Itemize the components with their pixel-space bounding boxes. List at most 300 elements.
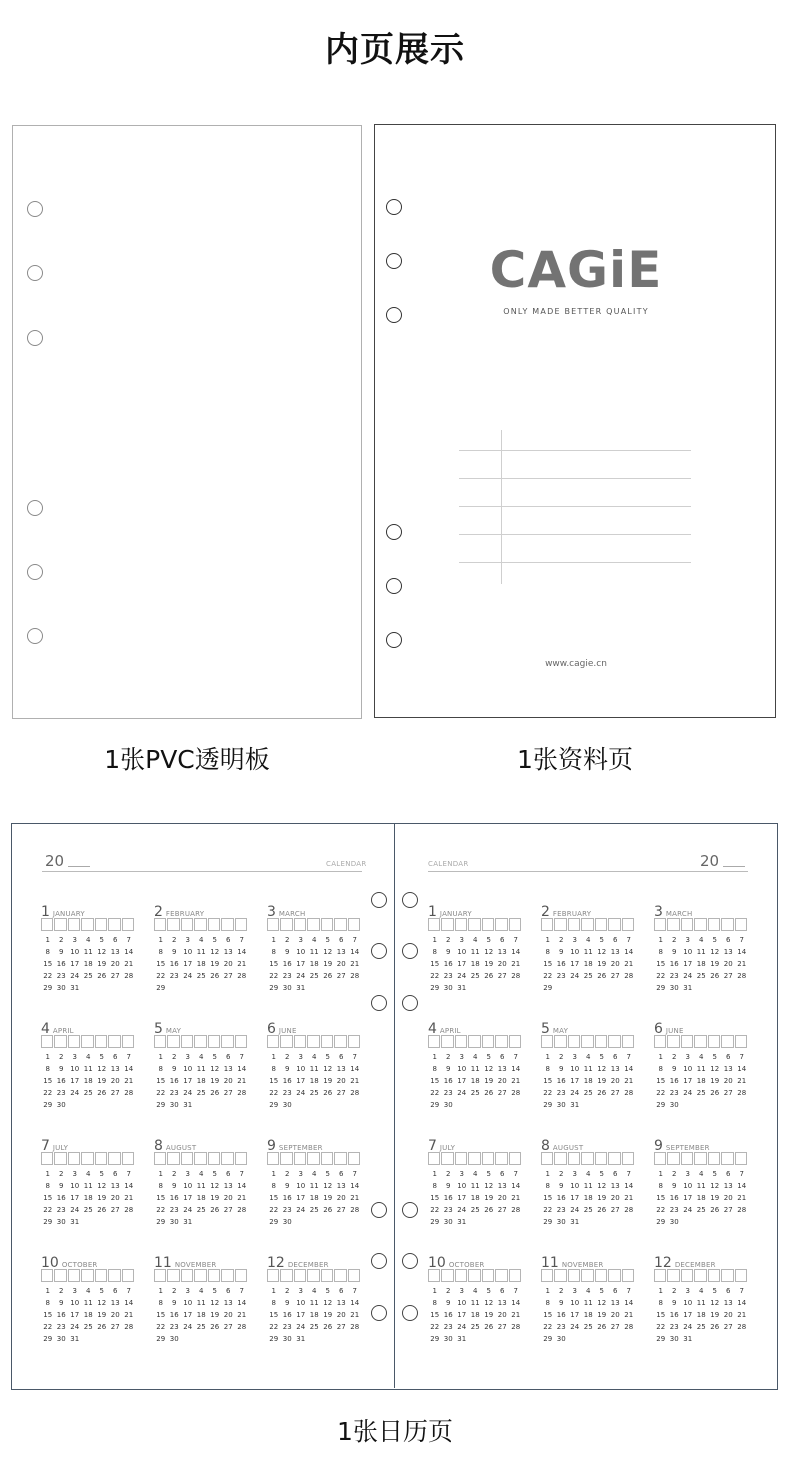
day-grid bbox=[41, 936, 137, 996]
month-number: 11 bbox=[154, 1255, 172, 1271]
day-number: 8 bbox=[432, 1065, 437, 1073]
day-number: 2 bbox=[559, 1287, 564, 1295]
week-row bbox=[267, 1335, 363, 1347]
day-number: 16 bbox=[556, 1311, 566, 1319]
week-row bbox=[267, 1077, 363, 1089]
day-number: 24 bbox=[683, 1323, 693, 1331]
day-number: 9 bbox=[559, 1182, 564, 1190]
day-number: 15 bbox=[43, 1077, 53, 1085]
day-number: 26 bbox=[484, 1206, 494, 1214]
month-block bbox=[41, 1018, 137, 1113]
day-number: 5 bbox=[599, 1053, 604, 1061]
day-number: 30 bbox=[443, 984, 453, 992]
day-number: 29 bbox=[156, 984, 166, 992]
day-number: 25 bbox=[470, 1089, 480, 1097]
day-number: 21 bbox=[350, 1077, 360, 1085]
day-number: 6 bbox=[613, 936, 618, 944]
month-name: FEBRUARY bbox=[552, 910, 592, 918]
note-box bbox=[54, 1035, 66, 1048]
note-box bbox=[708, 1035, 720, 1048]
note-box bbox=[321, 1035, 333, 1048]
day-number: 16 bbox=[669, 960, 679, 968]
day-number: 11 bbox=[83, 1299, 93, 1307]
week-row bbox=[267, 1053, 363, 1065]
week-row bbox=[428, 1089, 524, 1101]
day-number: 16 bbox=[56, 1194, 66, 1202]
day-number: 23 bbox=[443, 1323, 453, 1331]
month-number: 5 bbox=[154, 1021, 163, 1037]
day-number: 27 bbox=[610, 972, 620, 980]
note-box bbox=[554, 918, 566, 931]
week-row bbox=[541, 1299, 637, 1311]
day-number: 11 bbox=[470, 1299, 480, 1307]
day-number: 27 bbox=[497, 1206, 507, 1214]
month-heading bbox=[154, 1135, 250, 1154]
day-number: 5 bbox=[212, 1053, 217, 1061]
day-number: 3 bbox=[185, 1053, 190, 1061]
day-number: 19 bbox=[597, 1077, 607, 1085]
day-number: 1 bbox=[432, 1170, 437, 1178]
day-number: 26 bbox=[97, 972, 107, 980]
day-number: 1 bbox=[658, 1053, 663, 1061]
month-number: 7 bbox=[428, 1138, 437, 1154]
day-number: 1 bbox=[271, 1170, 276, 1178]
day-number: 19 bbox=[97, 1311, 107, 1319]
month-block bbox=[154, 901, 250, 996]
day-number: 17 bbox=[570, 960, 580, 968]
day-number: 20 bbox=[223, 1077, 233, 1085]
day-number: 27 bbox=[110, 972, 120, 980]
day-number: 17 bbox=[457, 1077, 467, 1085]
day-number: 3 bbox=[685, 1287, 690, 1295]
note-box bbox=[554, 1269, 566, 1282]
day-number: 10 bbox=[183, 1065, 193, 1073]
day-number: 14 bbox=[737, 948, 747, 956]
week-boxes bbox=[541, 1152, 637, 1165]
month-number: 12 bbox=[267, 1255, 285, 1271]
month-name: MARCH bbox=[278, 910, 306, 918]
day-number: 23 bbox=[669, 1089, 679, 1097]
day-number: 23 bbox=[56, 972, 66, 980]
day-number: 21 bbox=[624, 1311, 634, 1319]
day-number: 17 bbox=[457, 960, 467, 968]
day-number: 9 bbox=[672, 1299, 677, 1307]
day-number: 25 bbox=[83, 1323, 93, 1331]
day-number: 22 bbox=[543, 1089, 553, 1097]
day-number: 21 bbox=[237, 1311, 247, 1319]
note-box bbox=[294, 918, 306, 931]
week-boxes bbox=[154, 918, 250, 931]
day-number: 30 bbox=[443, 1335, 453, 1343]
note-box bbox=[495, 1269, 507, 1282]
day-number: 18 bbox=[583, 1194, 593, 1202]
day-number: 12 bbox=[210, 948, 220, 956]
day-number: 6 bbox=[726, 1170, 731, 1178]
month-name: MAY bbox=[552, 1027, 569, 1035]
note-box bbox=[735, 1035, 747, 1048]
note-box bbox=[294, 1152, 306, 1165]
note-box bbox=[509, 918, 521, 931]
pvc-sheet bbox=[12, 125, 362, 719]
day-number: 27 bbox=[110, 1323, 120, 1331]
note-box bbox=[154, 1152, 166, 1165]
day-number: 20 bbox=[336, 1311, 346, 1319]
week-row bbox=[541, 1077, 637, 1089]
day-number: 5 bbox=[599, 1170, 604, 1178]
day-number: 4 bbox=[586, 936, 591, 944]
day-number: 4 bbox=[699, 936, 704, 944]
day-number: 29 bbox=[430, 984, 440, 992]
day-number: 5 bbox=[212, 1287, 217, 1295]
day-number: 2 bbox=[172, 1170, 177, 1178]
note-box bbox=[81, 1035, 93, 1048]
week-boxes bbox=[428, 918, 524, 931]
day-number: 3 bbox=[685, 1053, 690, 1061]
day-number: 10 bbox=[457, 1182, 467, 1190]
week-row bbox=[267, 1101, 363, 1113]
day-number: 13 bbox=[610, 948, 620, 956]
note-box bbox=[608, 1269, 620, 1282]
day-number: 22 bbox=[269, 1323, 279, 1331]
day-number: 16 bbox=[56, 1311, 66, 1319]
day-number: 1 bbox=[45, 936, 50, 944]
day-number: 20 bbox=[336, 960, 346, 968]
week-row bbox=[654, 1170, 750, 1182]
note-box bbox=[441, 1035, 453, 1048]
day-number: 27 bbox=[723, 972, 733, 980]
day-number: 5 bbox=[325, 1170, 330, 1178]
day-number: 17 bbox=[683, 1311, 693, 1319]
note-box bbox=[307, 1035, 319, 1048]
day-number: 7 bbox=[239, 1053, 244, 1061]
day-number: 20 bbox=[610, 1077, 620, 1085]
week-row bbox=[154, 1299, 250, 1311]
day-number: 7 bbox=[126, 1170, 131, 1178]
day-number: 29 bbox=[43, 1101, 53, 1109]
day-number: 10 bbox=[683, 1299, 693, 1307]
day-number: 26 bbox=[323, 972, 333, 980]
day-number: 12 bbox=[210, 1299, 220, 1307]
day-number: 28 bbox=[511, 1206, 521, 1214]
day-number: 12 bbox=[323, 948, 333, 956]
day-number: 14 bbox=[511, 1182, 521, 1190]
day-number: 25 bbox=[309, 972, 319, 980]
day-number: 9 bbox=[672, 1182, 677, 1190]
day-number: 6 bbox=[339, 936, 344, 944]
day-number: 10 bbox=[457, 948, 467, 956]
day-number: 29 bbox=[430, 1101, 440, 1109]
day-number: 14 bbox=[511, 1299, 521, 1307]
punch-hole-icon bbox=[27, 265, 43, 281]
day-number: 15 bbox=[156, 1077, 166, 1085]
day-number: 27 bbox=[497, 1323, 507, 1331]
day-number: 12 bbox=[484, 1065, 494, 1073]
week-row bbox=[428, 1311, 524, 1323]
day-number: 24 bbox=[457, 972, 467, 980]
note-box bbox=[694, 1269, 706, 1282]
note-box bbox=[167, 1035, 179, 1048]
day-number: 11 bbox=[696, 1065, 706, 1073]
day-number: 21 bbox=[511, 1194, 521, 1202]
month-heading bbox=[428, 1135, 524, 1154]
day-number: 27 bbox=[610, 1089, 620, 1097]
day-number: 19 bbox=[210, 960, 220, 968]
week-row bbox=[41, 972, 137, 984]
note-box bbox=[509, 1269, 521, 1282]
day-number: 6 bbox=[339, 1170, 344, 1178]
day-number: 16 bbox=[169, 1311, 179, 1319]
note-box bbox=[428, 1269, 440, 1282]
day-number: 15 bbox=[156, 1311, 166, 1319]
day-number: 18 bbox=[583, 960, 593, 968]
day-number: 8 bbox=[545, 1299, 550, 1307]
day-number: 12 bbox=[710, 1065, 720, 1073]
punch-hole-icon bbox=[386, 632, 402, 648]
day-number: 5 bbox=[712, 936, 717, 944]
week-row bbox=[41, 1101, 137, 1113]
day-number: 4 bbox=[473, 1170, 478, 1178]
day-number: 9 bbox=[559, 1065, 564, 1073]
note-box bbox=[122, 918, 134, 931]
day-number: 16 bbox=[169, 960, 179, 968]
month-number: 1 bbox=[41, 904, 50, 920]
day-number: 20 bbox=[110, 960, 120, 968]
week-row bbox=[154, 1311, 250, 1323]
day-number: 6 bbox=[613, 1053, 618, 1061]
note-box bbox=[694, 1152, 706, 1165]
day-number: 1 bbox=[271, 1287, 276, 1295]
day-number: 15 bbox=[656, 1077, 666, 1085]
day-number: 29 bbox=[156, 1101, 166, 1109]
day-number: 13 bbox=[223, 948, 233, 956]
note-box bbox=[81, 918, 93, 931]
info-page-caption: 1张资料页 bbox=[517, 745, 633, 774]
day-number: 8 bbox=[545, 1065, 550, 1073]
week-row bbox=[541, 984, 637, 996]
day-number: 3 bbox=[572, 1170, 577, 1178]
month-block bbox=[267, 1252, 363, 1347]
note-box bbox=[581, 1152, 593, 1165]
day-number: 15 bbox=[43, 960, 53, 968]
day-number: 11 bbox=[196, 1182, 206, 1190]
day-number: 25 bbox=[309, 1089, 319, 1097]
day-number: 6 bbox=[613, 1287, 618, 1295]
month-number: 10 bbox=[428, 1255, 446, 1271]
week-boxes bbox=[267, 1152, 363, 1165]
day-number: 8 bbox=[658, 948, 663, 956]
month-number: 8 bbox=[541, 1138, 550, 1154]
day-number: 21 bbox=[237, 960, 247, 968]
day-grid bbox=[41, 1053, 137, 1113]
day-number: 27 bbox=[223, 1089, 233, 1097]
day-number: 17 bbox=[70, 1311, 80, 1319]
month-block bbox=[267, 1018, 363, 1113]
note-box bbox=[681, 1035, 693, 1048]
note-box bbox=[334, 918, 346, 931]
day-number: 27 bbox=[610, 1323, 620, 1331]
day-number: 7 bbox=[626, 936, 631, 944]
day-number: 24 bbox=[70, 1323, 80, 1331]
week-boxes bbox=[654, 1152, 750, 1165]
day-number: 28 bbox=[737, 972, 747, 980]
day-number: 5 bbox=[712, 1170, 717, 1178]
day-number: 8 bbox=[158, 1299, 163, 1307]
week-row bbox=[41, 1311, 137, 1323]
day-number: 28 bbox=[624, 972, 634, 980]
note-box bbox=[654, 1269, 666, 1282]
day-number: 7 bbox=[739, 1170, 744, 1178]
note-box bbox=[509, 1152, 521, 1165]
day-number: 21 bbox=[511, 1077, 521, 1085]
day-number: 20 bbox=[223, 1311, 233, 1319]
note-box bbox=[294, 1035, 306, 1048]
binder-ring-icon bbox=[402, 1202, 418, 1218]
note-box bbox=[108, 1269, 120, 1282]
day-number: 16 bbox=[556, 1194, 566, 1202]
month-heading bbox=[41, 1018, 137, 1037]
week-row bbox=[267, 1194, 363, 1206]
day-number: 3 bbox=[298, 936, 303, 944]
note-box bbox=[280, 918, 292, 931]
day-number: 30 bbox=[669, 1101, 679, 1109]
day-number: 17 bbox=[183, 960, 193, 968]
form-line bbox=[459, 478, 691, 479]
note-box bbox=[235, 1035, 247, 1048]
day-number: 7 bbox=[126, 1053, 131, 1061]
day-number: 8 bbox=[45, 1182, 50, 1190]
day-number: 21 bbox=[624, 1077, 634, 1085]
day-number: 9 bbox=[172, 1299, 177, 1307]
note-box bbox=[68, 1152, 80, 1165]
week-row bbox=[41, 960, 137, 972]
day-number: 30 bbox=[282, 1335, 292, 1343]
day-number: 24 bbox=[570, 1323, 580, 1331]
punch-hole-icon bbox=[27, 628, 43, 644]
month-block bbox=[541, 1018, 637, 1113]
day-number: 6 bbox=[500, 1287, 505, 1295]
day-number: 9 bbox=[285, 1182, 290, 1190]
note-box bbox=[154, 1269, 166, 1282]
note-box bbox=[280, 1035, 292, 1048]
day-number: 26 bbox=[597, 1323, 607, 1331]
day-number: 7 bbox=[239, 1170, 244, 1178]
week-row bbox=[541, 960, 637, 972]
day-number: 4 bbox=[312, 1170, 317, 1178]
note-box bbox=[428, 1152, 440, 1165]
day-number: 28 bbox=[737, 1089, 747, 1097]
form-line bbox=[459, 506, 691, 507]
month-number: 9 bbox=[654, 1138, 663, 1154]
note-box bbox=[581, 1035, 593, 1048]
week-row bbox=[41, 948, 137, 960]
day-number: 14 bbox=[124, 948, 134, 956]
day-number: 10 bbox=[570, 1065, 580, 1073]
day-number: 25 bbox=[583, 972, 593, 980]
day-number: 24 bbox=[70, 1206, 80, 1214]
note-box bbox=[595, 1269, 607, 1282]
day-number: 30 bbox=[669, 984, 679, 992]
note-box bbox=[54, 1269, 66, 1282]
day-number: 5 bbox=[599, 936, 604, 944]
day-number: 3 bbox=[298, 1170, 303, 1178]
day-number: 14 bbox=[237, 1299, 247, 1307]
day-number: 23 bbox=[282, 972, 292, 980]
month-block bbox=[267, 1135, 363, 1230]
day-number: 24 bbox=[683, 1206, 693, 1214]
punch-hole-icon bbox=[27, 330, 43, 346]
week-row bbox=[267, 1323, 363, 1335]
day-number: 18 bbox=[196, 1194, 206, 1202]
day-number: 12 bbox=[597, 1065, 607, 1073]
day-number: 29 bbox=[656, 1218, 666, 1226]
day-number: 28 bbox=[511, 1323, 521, 1331]
note-box bbox=[595, 918, 607, 931]
day-number: 26 bbox=[210, 1206, 220, 1214]
day-number: 25 bbox=[696, 1206, 706, 1214]
day-number: 2 bbox=[446, 1053, 451, 1061]
day-number: 15 bbox=[269, 1194, 279, 1202]
week-row bbox=[428, 1101, 524, 1113]
note-box bbox=[194, 1035, 206, 1048]
day-number: 8 bbox=[545, 948, 550, 956]
day-number: 1 bbox=[45, 1053, 50, 1061]
day-number: 24 bbox=[296, 1089, 306, 1097]
day-number: 4 bbox=[586, 1053, 591, 1061]
note-box bbox=[235, 1269, 247, 1282]
note-box bbox=[468, 1035, 480, 1048]
day-number: 1 bbox=[158, 1287, 163, 1295]
note-box bbox=[41, 1269, 53, 1282]
day-number: 9 bbox=[559, 948, 564, 956]
week-row bbox=[154, 1065, 250, 1077]
day-number: 7 bbox=[626, 1287, 631, 1295]
day-number: 16 bbox=[443, 1077, 453, 1085]
day-number: 13 bbox=[110, 1182, 120, 1190]
day-number: 28 bbox=[737, 1323, 747, 1331]
week-row bbox=[541, 1065, 637, 1077]
day-number: 11 bbox=[696, 948, 706, 956]
day-number: 8 bbox=[271, 1065, 276, 1073]
day-number: 27 bbox=[610, 1206, 620, 1214]
day-number: 5 bbox=[212, 936, 217, 944]
binder-ring-icon bbox=[402, 892, 418, 908]
day-number: 8 bbox=[45, 1299, 50, 1307]
day-number: 22 bbox=[543, 972, 553, 980]
day-number: 27 bbox=[223, 972, 233, 980]
day-number: 1 bbox=[545, 1170, 550, 1178]
day-grid bbox=[654, 1170, 750, 1230]
day-number: 9 bbox=[672, 1065, 677, 1073]
page-title: 内页展示 bbox=[325, 30, 465, 70]
day-number: 29 bbox=[656, 1335, 666, 1343]
day-number: 16 bbox=[556, 1077, 566, 1085]
day-number: 1 bbox=[432, 1053, 437, 1061]
day-number: 28 bbox=[624, 1206, 634, 1214]
day-number: 21 bbox=[350, 960, 360, 968]
month-number: 4 bbox=[428, 1021, 437, 1037]
day-number: 9 bbox=[285, 1299, 290, 1307]
day-number: 22 bbox=[656, 972, 666, 980]
day-number: 19 bbox=[597, 1311, 607, 1319]
week-row bbox=[154, 1287, 250, 1299]
month-heading bbox=[654, 1252, 750, 1271]
day-number: 25 bbox=[196, 972, 206, 980]
day-number: 16 bbox=[669, 1077, 679, 1085]
day-number: 6 bbox=[113, 1287, 118, 1295]
week-row bbox=[41, 1170, 137, 1182]
day-number: 31 bbox=[570, 1218, 580, 1226]
note-box bbox=[68, 1035, 80, 1048]
